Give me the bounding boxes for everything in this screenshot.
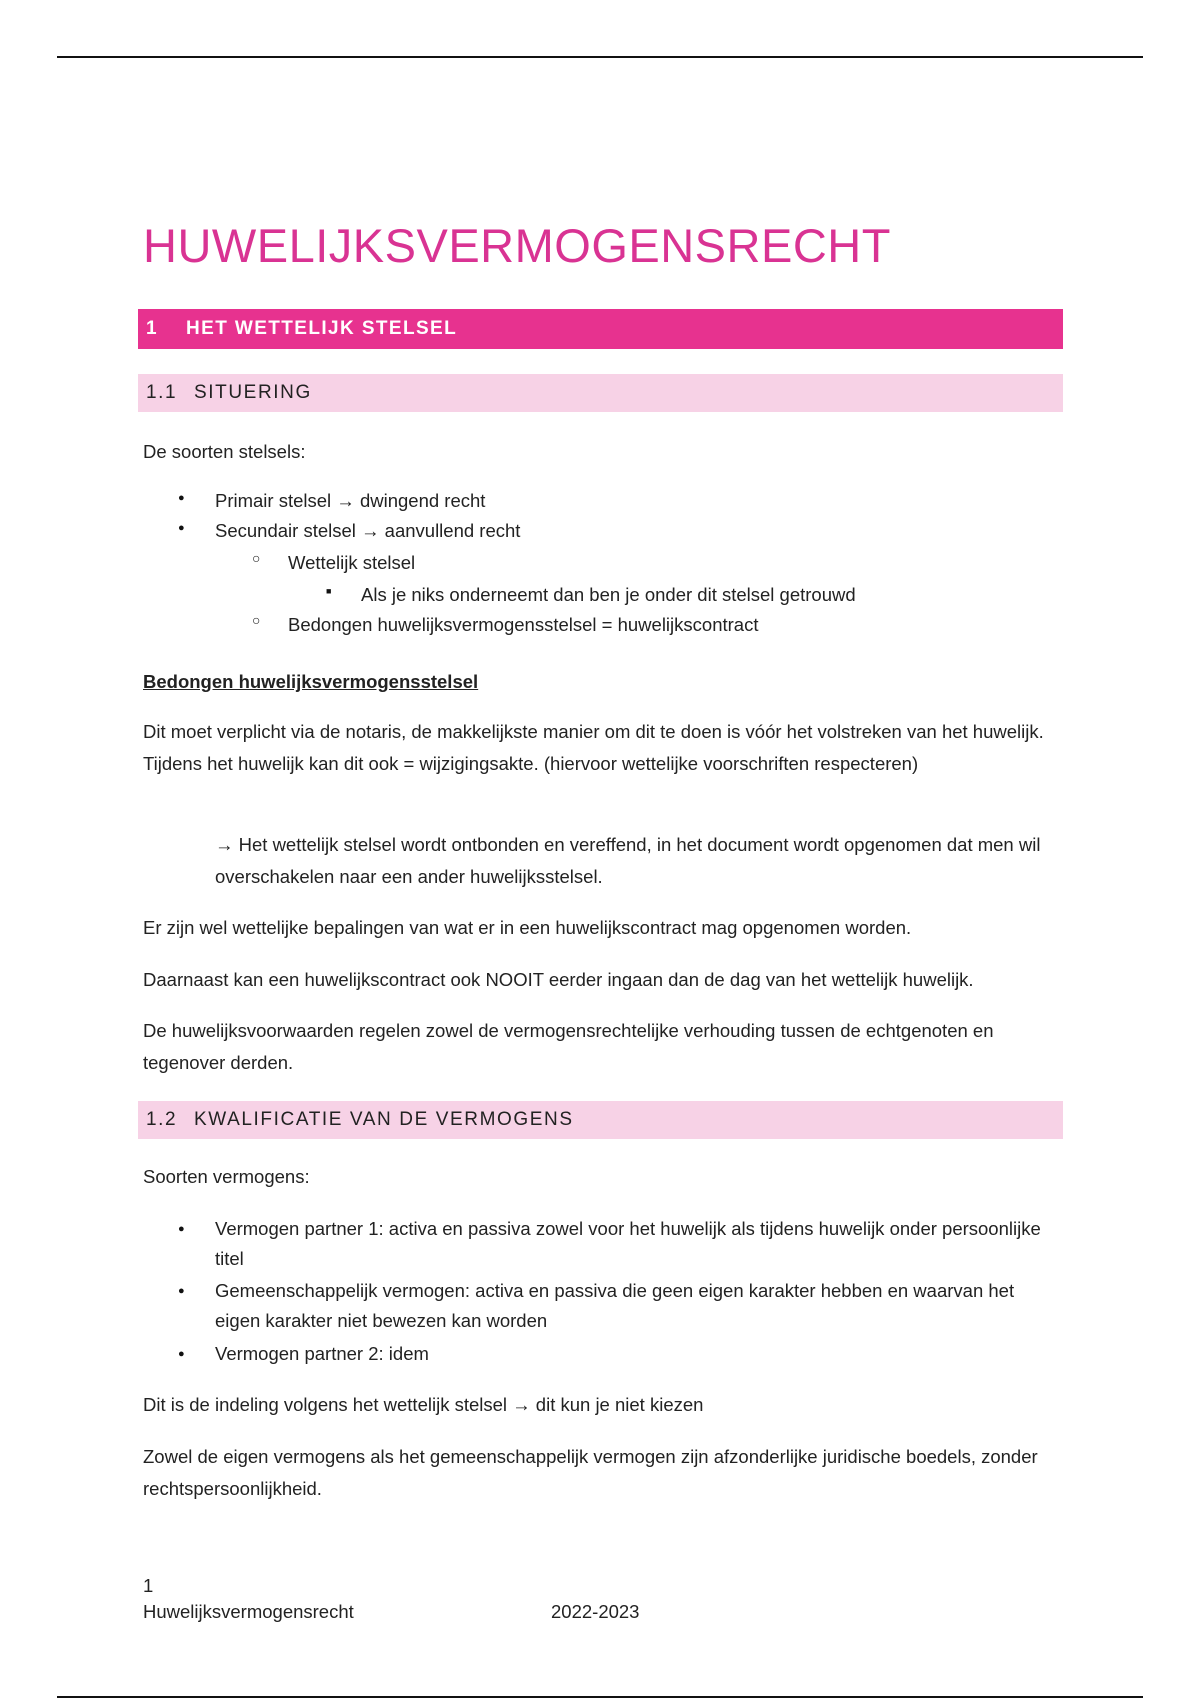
circle-bullet-icon bbox=[252, 549, 260, 570]
list-item: Vermogen partner 2: idem bbox=[215, 1343, 429, 1364]
bullet-icon bbox=[178, 1219, 185, 1240]
list-item: Secundair stelsel → aanvullend recht bbox=[215, 520, 521, 541]
paragraph: Zowel de eigen vermogens als het gemeenschappelijk vermogen zijn afzonderlijke juridische boedels, zonder rechtspersoonlijkheid. bbox=[143, 1446, 1038, 1499]
bullet-icon bbox=[178, 1344, 185, 1365]
paragraph: Dit moet verplicht via de notaris, de makkelijkste manier om dit te doen is vóór het volstreken van het huwelijk. Tijdens het huwelijk kan dit ook = wijzigingsakte. (hiervoor wettelijke voorschriften respecteren) bbox=[143, 721, 1044, 774]
section-heading-1 bbox=[138, 309, 1063, 349]
section-title: HET WETTELIJK STELSEL bbox=[186, 318, 458, 339]
paragraph: De soorten stelsels: bbox=[143, 441, 306, 462]
bullet-icon bbox=[178, 1281, 185, 1302]
document-title: HUWELIJKSVERMOGENSRECHT bbox=[143, 219, 891, 272]
paragraph: Dit is de indeling volgens het wettelijk stelsel → dit kun je niet kiezen bbox=[143, 1394, 704, 1415]
list-item: Vermogen partner 1: activa en passiva zowel voor het huwelijk als tijdens huwelijk onder persoonlijke titel bbox=[215, 1218, 1041, 1269]
subheading: Bedongen huwelijksvermogensstelsel bbox=[143, 671, 479, 692]
footer-rule bbox=[57, 1696, 1143, 1698]
header-rule bbox=[57, 56, 1143, 58]
footer-page-number: 1 bbox=[143, 1575, 154, 1596]
bullet-icon bbox=[178, 488, 185, 509]
circle-bullet-icon bbox=[252, 611, 260, 632]
section-heading-1-1 bbox=[138, 374, 1063, 412]
bullet-icon bbox=[178, 518, 185, 539]
paragraph: Soorten vermogens: bbox=[143, 1166, 310, 1187]
list-item: Als je niks onderneemt dan ben je onder dit stelsel getrouwd bbox=[361, 584, 856, 605]
paragraph: Er zijn wel wettelijke bepalingen van wat er in een huwelijkscontract mag opgenomen worden. bbox=[143, 917, 912, 938]
section-number: 1.1 bbox=[146, 382, 178, 403]
section-number: 1 bbox=[146, 318, 158, 339]
square-bullet-icon bbox=[326, 582, 331, 603]
footer-year: 2022-2023 bbox=[551, 1601, 640, 1622]
list-item: Gemeenschappelijk vermogen: activa en passiva die geen eigen karakter hebben en waarvan het eigen karakter niet bewezen kan worden bbox=[215, 1280, 1015, 1331]
list-item: Primair stelsel → dwingend recht bbox=[215, 490, 486, 511]
section-heading-1-2 bbox=[138, 1101, 1063, 1139]
section-number: 1.2 bbox=[146, 1109, 178, 1130]
paragraph-indented: → Het wettelijk stelsel wordt ontbonden en vereffend, in het document wordt opgenomen dat men wil overschakelen naar een ander huwelijksstelsel. bbox=[215, 834, 1041, 887]
footer-document-title: Huwelijksvermogensrecht bbox=[143, 1601, 354, 1622]
paragraph: De huwelijksvoorwaarden regelen zowel de vermogensrechtelijke verhouding tussen de echtgenoten en tegenover derden. bbox=[143, 1020, 994, 1073]
list-item: Wettelijk stelsel bbox=[288, 552, 416, 573]
section-title: SITUERING bbox=[194, 382, 312, 403]
list-item: Bedongen huwelijksvermogensstelsel = huwelijkscontract bbox=[288, 614, 759, 635]
section-title: KWALIFICATIE VAN DE VERMOGENS bbox=[194, 1109, 574, 1130]
paragraph: Daarnaast kan een huwelijkscontract ook NOOIT eerder ingaan dan de dag van het wettelijk huwelijk. bbox=[143, 969, 974, 990]
